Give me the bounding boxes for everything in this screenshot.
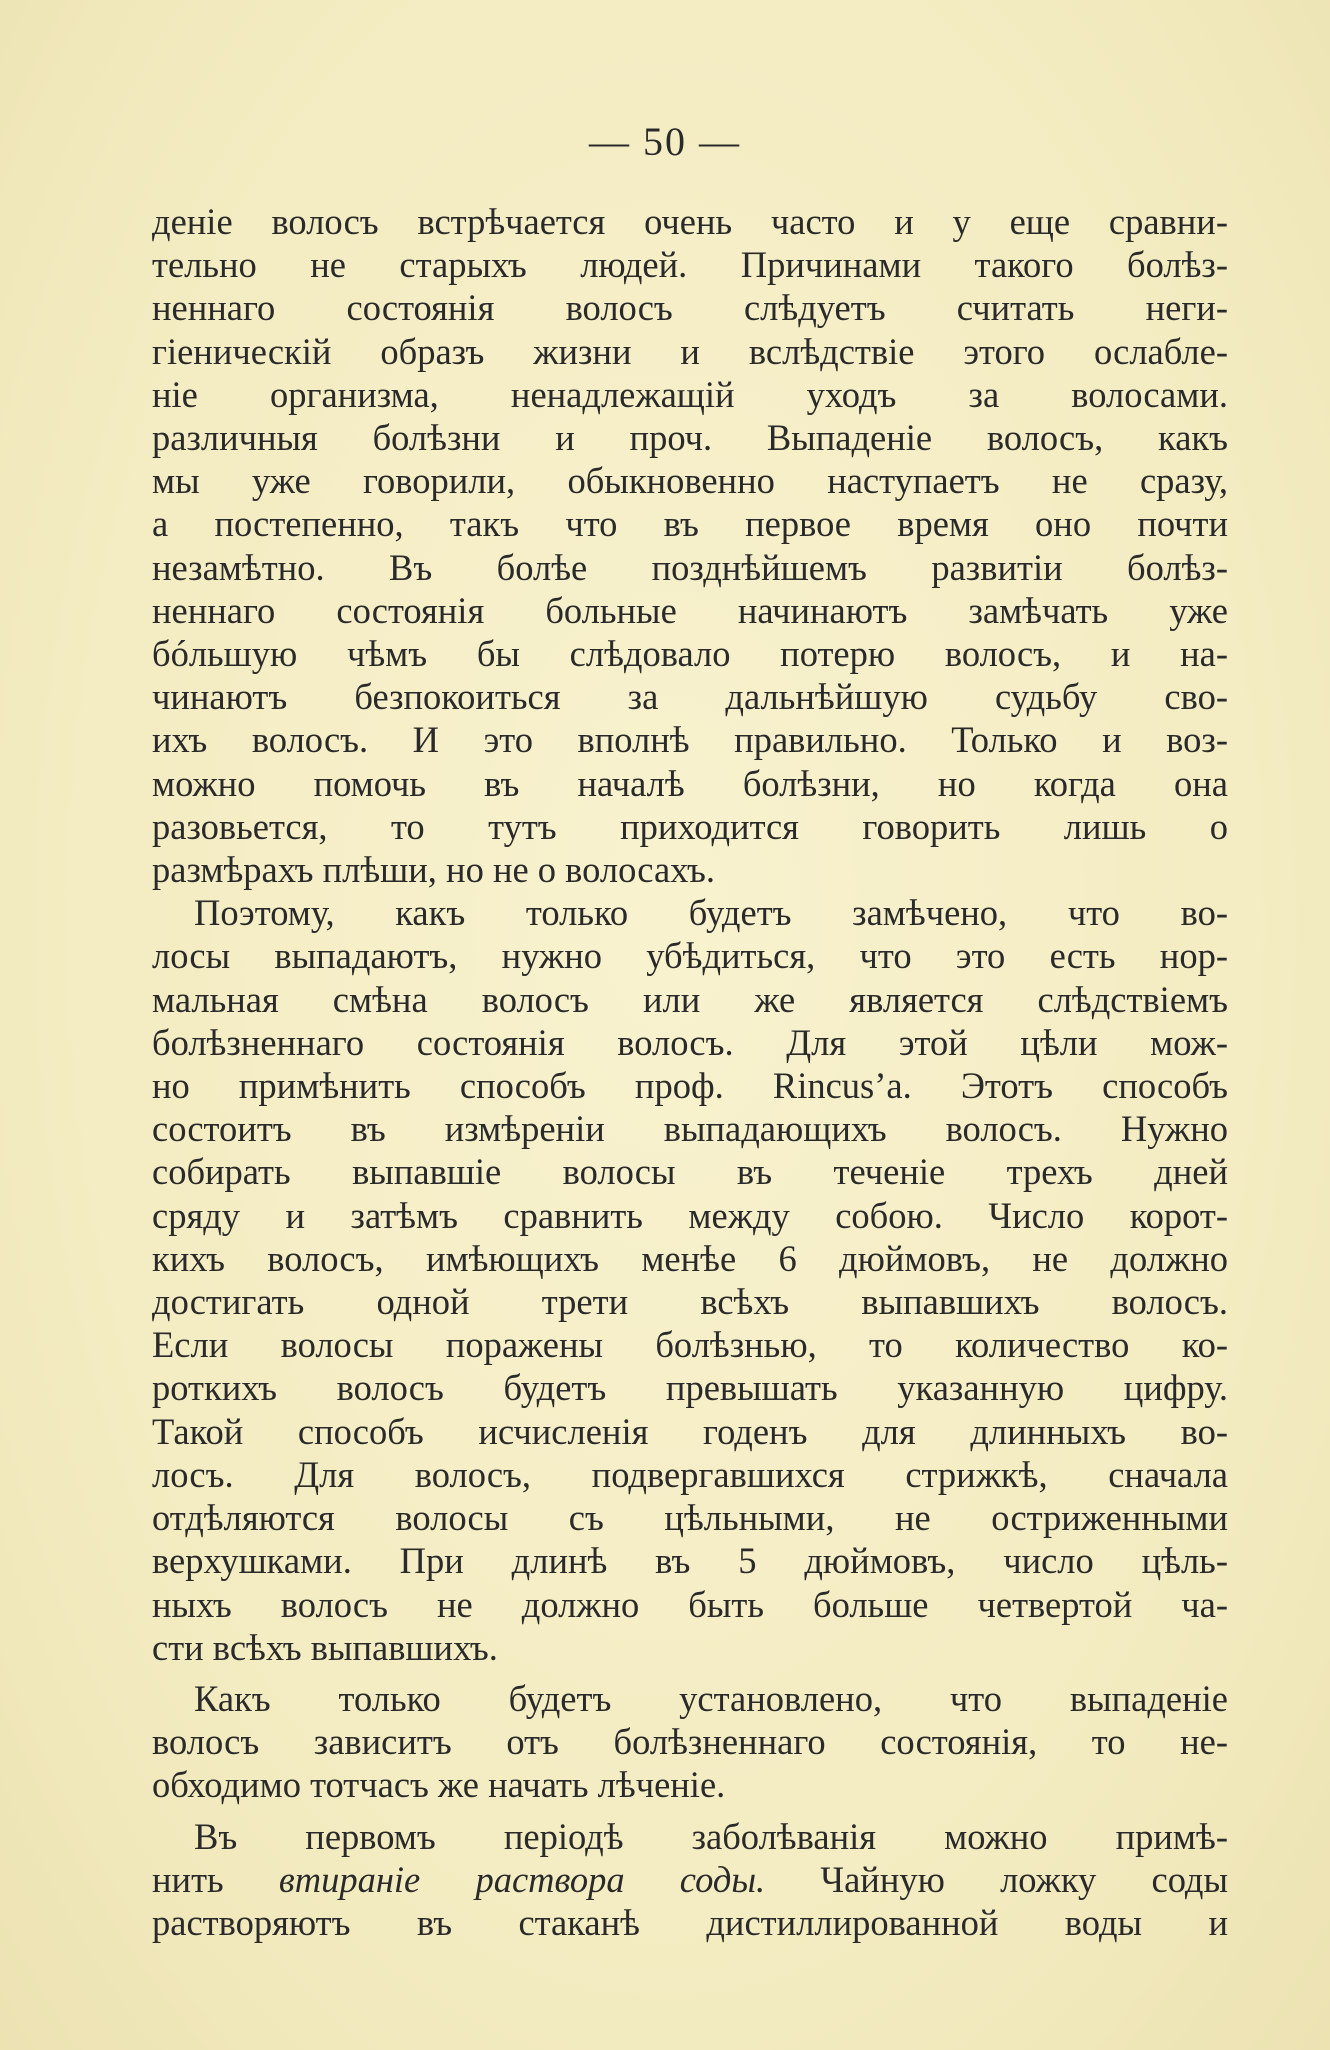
paragraph-3 [152,1677,1228,1807]
text-line: деніе волосъ встрѣчается очень часто и у еще сравни- [152,201,1228,242]
text-line: бóльшую чѣмъ бы слѣдовало потерю волосъ, и на- [152,633,1228,675]
text-line: роткихъ волосъ будетъ превышать указанную цифру. [152,1367,1228,1409]
text-line: Поэтому, какъ только будетъ замѣчено, что во- [194,892,1228,934]
text-line: сти всѣхъ выпавшихъ. [152,1626,498,1668]
text-line: Если волосы поражены болѣзнью, то количество ко- [152,1324,1228,1366]
text-line: лосы выпадаютъ, нужно убѣдиться, что это есть нор- [152,935,1228,977]
text-line: мы уже говорили, обыкновенно наступаетъ не сразу, [152,460,1228,502]
text-line: а постепенно, такъ что въ первое время оно почти [152,503,1228,545]
text-line: ихъ волосъ. И это вполнѣ правильно. Только и воз- [152,719,1228,761]
text-line: растворяютъ въ стаканѣ дистиллированной воды и [152,1901,1228,1943]
text-line: Въ первомъ періодѣ заболѣванія можно примѣ- [194,1815,1228,1857]
text-line: гіеническій образъ жизни и вслѣдствіе этого ослабле- [152,330,1228,372]
text-line: мальная смѣна волосъ или же является слѣдствіемъ [152,978,1228,1020]
text-line: состоитъ въ измѣреніи выпадающихъ волосъ. Нужно [152,1108,1228,1150]
text-line: различныя болѣзни и проч. Выпаденіе волосъ, какъ [152,417,1228,459]
text-line: ныхъ волосъ не должно быть больше четвертой ча- [152,1583,1228,1625]
text-line: ніе организма, ненадлежащій уходъ за волосами. [152,373,1228,415]
text-line: отдѣляются волосы съ цѣльными, не остриженными [152,1497,1228,1539]
text-line: незамѣтно. Въ болѣе позднѣйшемъ развитіи болѣз- [152,546,1228,588]
text-line: верхушками. При длинѣ въ 5 дюймовъ, число цѣль- [152,1540,1228,1582]
text-fragment: Чайную ложку соды [765,1858,1228,1900]
body-text [152,200,1228,1944]
text-fragment: нить [152,1858,279,1900]
text-line: неннаго состоянія волосъ слѣдуетъ считать неги- [152,287,1228,329]
text-line: собирать выпавшіе волосы въ теченіе трехъ дней [152,1151,1228,1193]
text-line: обходимо тотчасъ же начать лѣченіе. [152,1764,726,1806]
text-line: болѣзненнаго состоянія волосъ. Для этой цѣли мож- [152,1021,1228,1063]
paragraph-4 [152,1815,1228,1945]
emphasized-term: втираніе раствора соды. [278,1858,766,1900]
text-line: волосъ зависитъ отъ болѣзненнаго состоянія, то не- [152,1721,1228,1763]
text-line: достигать одной трети всѣхъ выпавшихъ волосъ. [152,1281,1228,1323]
text-line: лосъ. Для волосъ, подвергавшихся стрижкѣ, сначала [152,1453,1228,1495]
text-line: чинаютъ безпокоиться за дальнѣйшую судьбу сво- [152,676,1228,718]
text-line-mixed [152,1858,1228,1901]
page-number: — 50 — [589,119,741,164]
text-line: кихъ волосъ, имѣющихъ менѣе 6 дюймовъ, не должно [152,1237,1228,1279]
text-line: размѣрахъ плѣши, но не о волосахъ. [152,849,716,891]
paragraph-1 [152,200,1228,891]
text-line: можно помочь въ началѣ болѣзни, но когда она [152,762,1228,804]
text-line: разовьется, то тутъ приходится говорить лишь о [152,805,1228,847]
paragraph-2 [152,891,1228,1669]
text-line: сряду и затѣмъ сравнить между собою. Число корот- [152,1194,1228,1236]
text-line: Какъ только будетъ установлено, что выпаденіе [194,1677,1228,1719]
text-line: тельно не старыхъ людей. Причинами такого болѣз- [152,244,1228,286]
text-line: Такой способъ исчисленія годенъ для длинныхъ во- [152,1410,1228,1452]
text-line: но примѣнить способъ проф. Rincus’а. Этотъ способъ [152,1065,1228,1107]
text-line: неннаго состоянія больные начинаютъ замѣчать уже [152,589,1228,631]
